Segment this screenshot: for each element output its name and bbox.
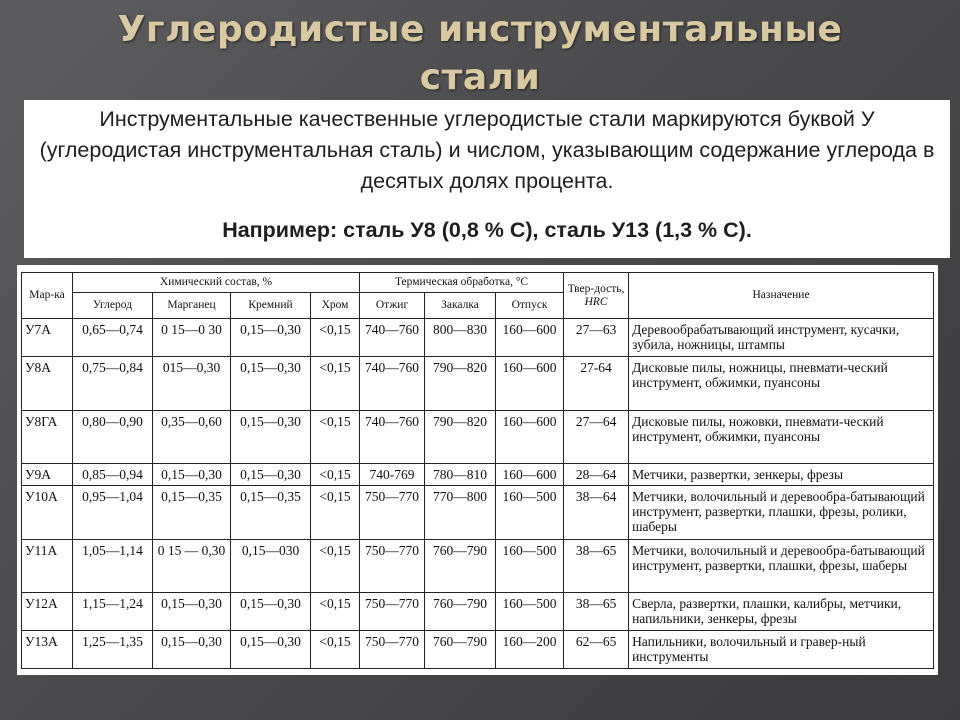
cell-manganese: 0,35—0,60	[153, 410, 231, 463]
steel-table-container	[17, 265, 938, 675]
header-carbon: Углерод	[73, 293, 153, 319]
cell-carbon: 0,65—0,74	[73, 319, 153, 357]
cell-silicon: 0,15—0,35	[231, 486, 311, 539]
cell-annealing: 750—770	[360, 630, 425, 668]
intro-example: Например: сталь У8 (0,8 % С), сталь У13 (1,3 % С).	[222, 218, 752, 242]
cell-quenching: 790—820	[425, 357, 496, 410]
cell-tempering: 160—600	[496, 357, 564, 410]
cell-tempering: 160—200	[496, 630, 564, 668]
cell-annealing: 740—760	[360, 410, 425, 463]
cell-purpose: Дисковые пилы, ножовки, пневмати-ческий инструмент, обжимки, пуансоны	[629, 410, 934, 463]
cell-grade: У12А	[22, 593, 73, 630]
cell-tempering: 160—500	[496, 539, 564, 592]
slide-title	[0, 6, 960, 102]
cell-tempering: 160—600	[496, 410, 564, 463]
cell-carbon: 1,05—1,14	[73, 539, 153, 592]
header-silicon: Кремний	[231, 293, 311, 319]
cell-quenching: 770—800	[425, 486, 496, 539]
cell-purpose: Сверла, развертки, плашки, калибры, метчики, напильники, зенкеры, фрезы	[629, 593, 934, 630]
cell-chromium: <0,15	[311, 593, 360, 630]
table-row	[22, 593, 934, 630]
cell-purpose: Метчики, волочильный и деревообра-батывающий инструмент, развертки, плашки, фрезы, шаберы	[629, 539, 934, 592]
cell-annealing: 740—760	[360, 319, 425, 357]
cell-hardness: 27—64	[564, 410, 629, 463]
cell-quenching: 760—790	[425, 593, 496, 630]
header-hardness	[564, 273, 629, 319]
cell-manganese: 0 15—0 30	[153, 319, 231, 357]
cell-silicon: 0,15—0,30	[231, 630, 311, 668]
cell-carbon: 0,80—0,90	[73, 410, 153, 463]
cell-manganese: 015—0,30	[153, 357, 231, 410]
cell-hardness: 27—63	[564, 319, 629, 357]
cell-tempering: 160—600	[496, 319, 564, 357]
cell-chromium: <0,15	[311, 539, 360, 592]
header-hardness-unit: HRC	[584, 295, 608, 308]
cell-manganese: 0 15 — 0,30	[153, 539, 231, 592]
table-row	[22, 630, 934, 668]
cell-grade: У8А	[22, 357, 73, 410]
header-quenching: Закалка	[425, 293, 496, 319]
header-chromium: Хром	[311, 293, 360, 319]
cell-silicon: 0,15—0,30	[231, 357, 311, 410]
cell-silicon: 0,15—030	[231, 539, 311, 592]
cell-purpose: Дисковые пилы, ножницы, пневмати-ческий инструмент, обжимки, пуансоны	[629, 357, 934, 410]
header-purpose: Назначение	[629, 273, 934, 319]
cell-silicon: 0,15—0,30	[231, 410, 311, 463]
cell-chromium: <0,15	[311, 464, 360, 486]
cell-chromium: <0,15	[311, 319, 360, 357]
table-row	[22, 486, 934, 539]
cell-carbon: 0,95—1,04	[73, 486, 153, 539]
cell-silicon: 0,15—0,30	[231, 464, 311, 486]
cell-hardness: 27-64	[564, 357, 629, 410]
cell-hardness: 28—64	[564, 464, 629, 486]
cell-chromium: <0,15	[311, 630, 360, 668]
cell-annealing: 740—760	[360, 357, 425, 410]
cell-carbon: 1,25—1,35	[73, 630, 153, 668]
cell-silicon: 0,15—0,30	[231, 319, 311, 357]
cell-grade: У10А	[22, 486, 73, 539]
cell-quenching: 780—810	[425, 464, 496, 486]
cell-quenching: 760—790	[425, 539, 496, 592]
cell-purpose: Напильники, волочильный и гравер-ный инструменты	[629, 630, 934, 668]
cell-carbon: 0,75—0,84	[73, 357, 153, 410]
cell-grade: У9А	[22, 464, 73, 486]
header-heat-treatment: Термическая обработка, °С	[360, 273, 564, 293]
header-hardness-label: Твер-дость,	[567, 282, 625, 295]
intro-box	[24, 100, 950, 258]
cell-quenching: 800—830	[425, 319, 496, 357]
intro-text: Инструментальные качественные углеродистые стали маркируются буквой У (углеродистая инструментальная сталь) и числом, указывающим содержание углерода в десятых долях процента.	[39, 107, 935, 193]
cell-hardness: 38—64	[564, 486, 629, 539]
cell-annealing: 740-769	[360, 464, 425, 486]
title-line-2: стали	[419, 57, 541, 98]
cell-hardness: 62—65	[564, 630, 629, 668]
header-manganese: Марганец	[153, 293, 231, 319]
cell-chromium: <0,15	[311, 486, 360, 539]
cell-hardness: 38—65	[564, 593, 629, 630]
table-row	[22, 319, 934, 357]
cell-grade: У11А	[22, 539, 73, 592]
cell-annealing: 750—770	[360, 486, 425, 539]
table-head	[22, 273, 934, 319]
cell-hardness: 38—65	[564, 539, 629, 592]
title-line-1: Углеродистые инструментальные	[117, 9, 843, 50]
cell-purpose: Деревообрабатывающий инструмент, кусачки, зубила, ножницы, штампы	[629, 319, 934, 357]
cell-grade: У8ГА	[22, 410, 73, 463]
steel-table	[21, 272, 934, 669]
header-grade: Мар-ка	[22, 273, 73, 319]
cell-carbon: 1,15—1,24	[73, 593, 153, 630]
cell-quenching: 760—790	[425, 630, 496, 668]
header-tempering: Отпуск	[496, 293, 564, 319]
cell-grade: У13А	[22, 630, 73, 668]
cell-tempering: 160—500	[496, 486, 564, 539]
cell-purpose: Метчики, волочильный и деревообра-батывающий инструмент, развертки, плашки, фрезы, ролики, шаберы	[629, 486, 934, 539]
cell-annealing: 750—770	[360, 539, 425, 592]
cell-chromium: <0,15	[311, 357, 360, 410]
cell-tempering: 160—600	[496, 464, 564, 486]
cell-manganese: 0,15—0,30	[153, 630, 231, 668]
cell-grade: У7А	[22, 319, 73, 357]
table-row	[22, 464, 934, 486]
cell-purpose: Метчики, развертки, зенкеры, фрезы	[629, 464, 934, 486]
header-chemical-composition: Химический состав, %	[73, 273, 360, 293]
cell-silicon: 0,15—0,30	[231, 593, 311, 630]
cell-manganese: 0,15—0,30	[153, 593, 231, 630]
cell-manganese: 0,15—0,30	[153, 464, 231, 486]
table-row	[22, 357, 934, 410]
cell-carbon: 0,85—0,94	[73, 464, 153, 486]
table-row	[22, 410, 934, 463]
cell-tempering: 160—500	[496, 593, 564, 630]
cell-chromium: <0,15	[311, 410, 360, 463]
header-annealing: Отжиг	[360, 293, 425, 319]
cell-annealing: 750—770	[360, 593, 425, 630]
table-body	[22, 319, 934, 669]
cell-quenching: 790—820	[425, 410, 496, 463]
table-row	[22, 539, 934, 592]
cell-manganese: 0,15—0,35	[153, 486, 231, 539]
